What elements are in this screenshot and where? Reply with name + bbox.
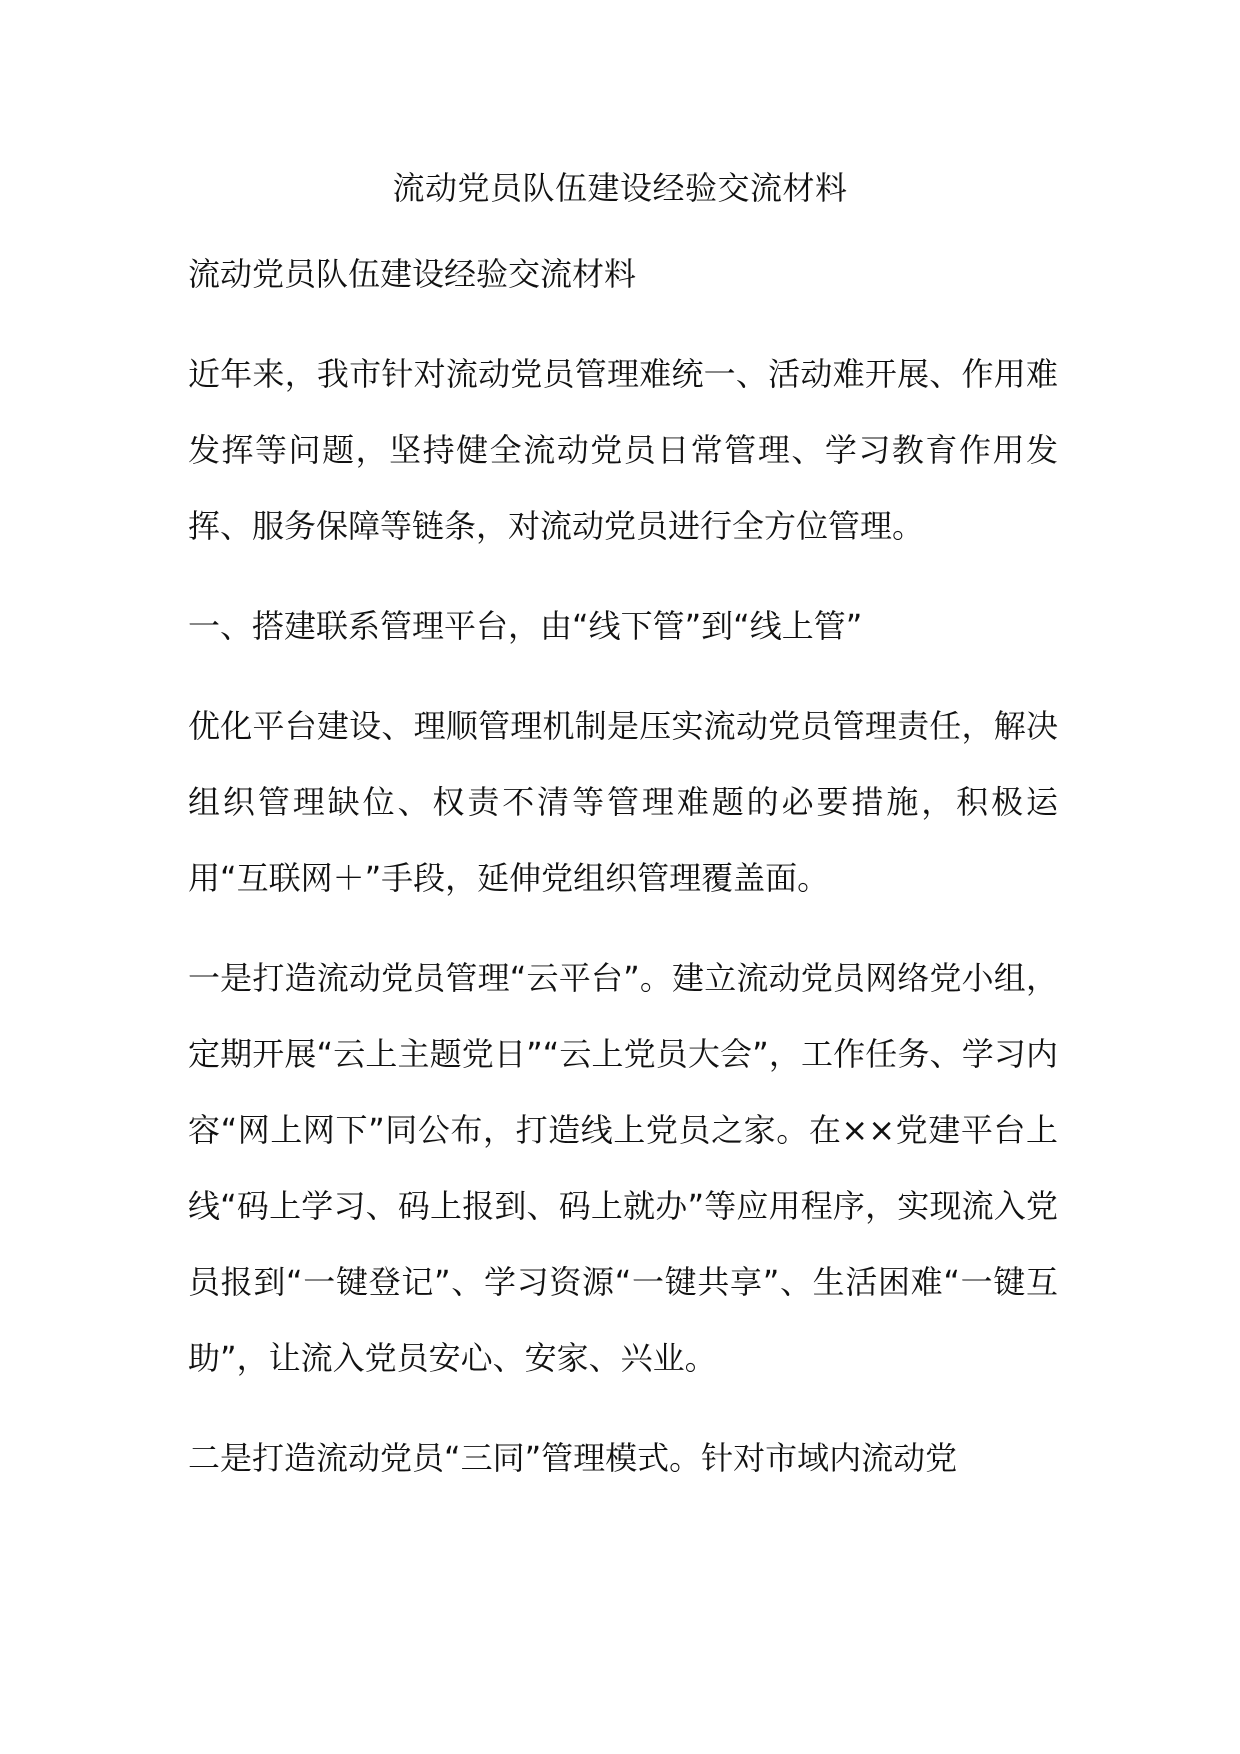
section-heading: 一、搭建联系管理平台，由“线下管”到“线上管” [188,607,863,645]
intro-paragraph: 近年来，我市针对流动党员管理难统一、活动难开展、作用难发挥等问题，坚持健全流动党员日常管理、学习教育作用发挥、服务保障等链条，对流动党员进行全方位管理。 [188,355,1058,545]
body-paragraph: 二是打造流动党员“三同”管理模式。针对市域内流动党 [188,1439,958,1477]
subtitle-paragraph: 流动党员队伍建设经验交流材料 [188,255,637,293]
document-body [188,236,1058,1520]
document-title: 流动党员队伍建设经验交流材料 [392,169,848,207]
body-paragraph: 优化平台建设、理顺管理机制是压实流动党员管理责任，解决组织管理缺位、权责不清等管理难题的必要措施，积极运用“互联网＋”手段，延伸党组织管理覆盖面。 [188,707,1058,897]
body-paragraph: 一是打造流动党员管理“云平台”。建立流动党员网络党小组，定期开展“云上主题党日”“云上党员大会”，工作任务、学习内容“网上网下”同公布，打造线上党员之家。在××党建平台上线“码上学习、码上报到、码上就办”等应用程序，实现流入党员报到“一键登记”、学习资源“一键共享”、生活困难“一键互助”，让流入党员安心、安家、兴业。 [188,959,1058,1377]
